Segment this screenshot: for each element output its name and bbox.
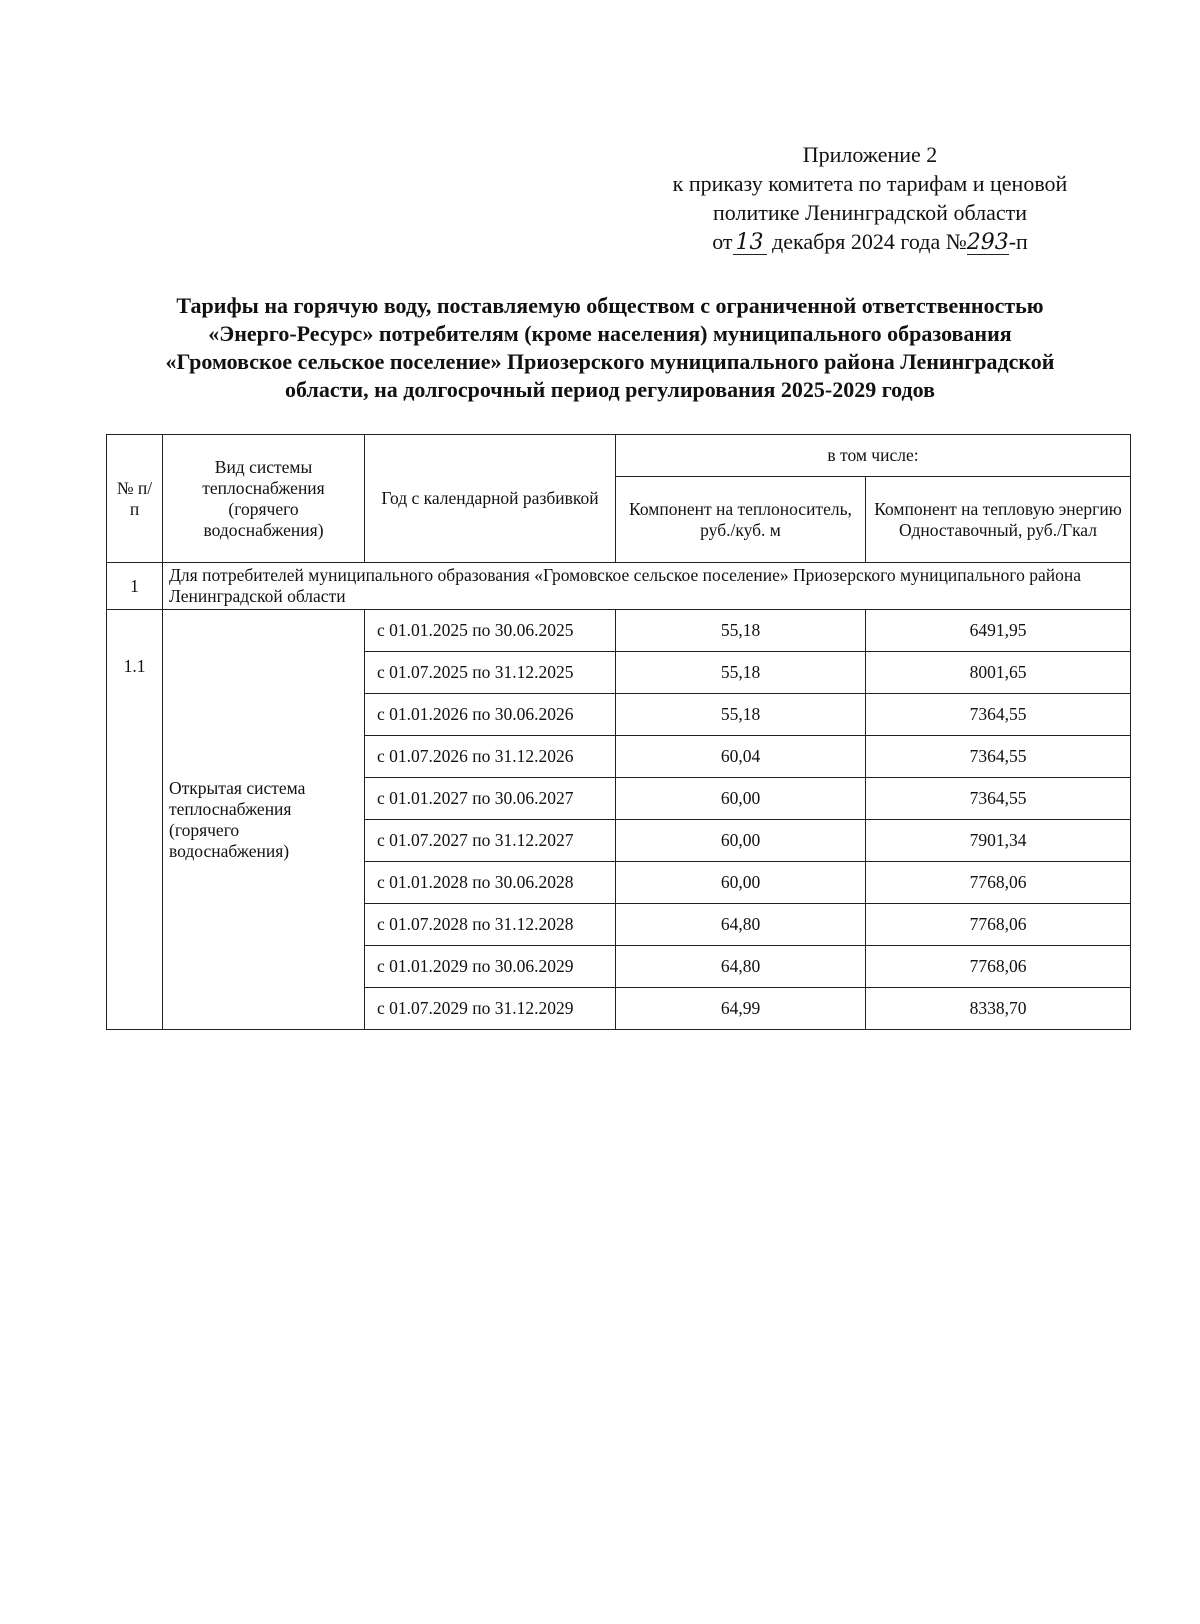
period-cell: с 01.07.2029 по 31.12.2029	[365, 988, 616, 1030]
energy-value: 7364,55	[866, 778, 1131, 820]
group-system: Открытая система теплоснабжения (горячего водоснабжения)	[163, 610, 365, 1030]
table-row	[107, 610, 1131, 652]
date-middle: декабря 2024 года №	[772, 229, 967, 254]
energy-value: 7364,55	[866, 694, 1131, 736]
energy-value: 8001,65	[866, 652, 1131, 694]
carrier-value: 55,18	[616, 652, 866, 694]
appendix-title: Приложение 2	[802, 142, 938, 167]
appendix-committee-line: политике Ленинградской области	[712, 200, 1027, 225]
title-line-1: Тарифы на горячую воду, поставляемую обществом с ограниченной ответственностью	[176, 293, 1044, 318]
handwritten-order-number: 293	[966, 230, 1009, 255]
section-text: Для потребителей муниципального образования «Громовское сельское поселение» Приозерского муниципального района Ленинградской области	[163, 563, 1131, 610]
document-title	[110, 292, 1110, 404]
period-cell: с 01.07.2027 по 31.12.2027	[365, 820, 616, 862]
carrier-value: 60,00	[616, 862, 866, 904]
carrier-value: 60,00	[616, 820, 866, 862]
group-num: 1.1	[107, 610, 163, 1030]
energy-value: 7364,55	[866, 736, 1131, 778]
section-row	[107, 563, 1131, 610]
appendix-date-line	[620, 227, 1120, 256]
period-cell: с 01.01.2026 по 30.06.2026	[365, 694, 616, 736]
carrier-value: 64,80	[616, 904, 866, 946]
header-num: № п/п	[107, 435, 163, 563]
title-line-2: «Энерго-Ресурс» потребителям (кроме населения) муниципального образования	[208, 321, 1012, 346]
energy-value: 8338,70	[866, 988, 1131, 1030]
appendix-order-line: к приказу комитета по тарифам и ценовой	[672, 171, 1068, 196]
energy-value: 7768,06	[866, 904, 1131, 946]
period-cell: с 01.07.2025 по 31.12.2025	[365, 652, 616, 694]
period-cell: с 01.07.2026 по 31.12.2026	[365, 736, 616, 778]
tariff-table	[106, 434, 1131, 1030]
carrier-value: 64,99	[616, 988, 866, 1030]
title-line-3: «Громовское сельское поселение» Приозерского муниципального района Ленинградской	[165, 349, 1055, 374]
carrier-value: 55,18	[616, 610, 866, 652]
energy-value: 7768,06	[866, 862, 1131, 904]
header-carrier: Компонент на теплоноситель, руб./куб. м	[616, 477, 866, 563]
period-cell: с 01.01.2027 по 30.06.2027	[365, 778, 616, 820]
date-prefix: от	[712, 229, 733, 254]
period-cell: с 01.01.2029 по 30.06.2029	[365, 946, 616, 988]
header-energy: Компонент на тепловую энергию Одноставочный, руб./Гкал	[866, 477, 1131, 563]
period-cell: с 01.01.2028 по 30.06.2028	[365, 862, 616, 904]
energy-value: 6491,95	[866, 610, 1131, 652]
header-system: Вид системы теплоснабжения (горячего водоснабжения)	[163, 435, 365, 563]
period-cell: с 01.01.2025 по 30.06.2025	[365, 610, 616, 652]
carrier-value: 64,80	[616, 946, 866, 988]
handwritten-day: 13	[733, 232, 767, 255]
header-including: в том числе:	[616, 435, 1131, 477]
order-suffix: -п	[1008, 229, 1028, 254]
section-num: 1	[107, 563, 163, 610]
period-cell: с 01.07.2028 по 31.12.2028	[365, 904, 616, 946]
appendix-header	[620, 140, 1120, 256]
title-line-4: области, на долгосрочный период регулирования 2025-2029 годов	[285, 377, 935, 402]
carrier-value: 55,18	[616, 694, 866, 736]
carrier-value: 60,00	[616, 778, 866, 820]
energy-value: 7768,06	[866, 946, 1131, 988]
energy-value: 7901,34	[866, 820, 1131, 862]
carrier-value: 60,04	[616, 736, 866, 778]
header-period: Год с календарной разбивкой	[365, 435, 616, 563]
